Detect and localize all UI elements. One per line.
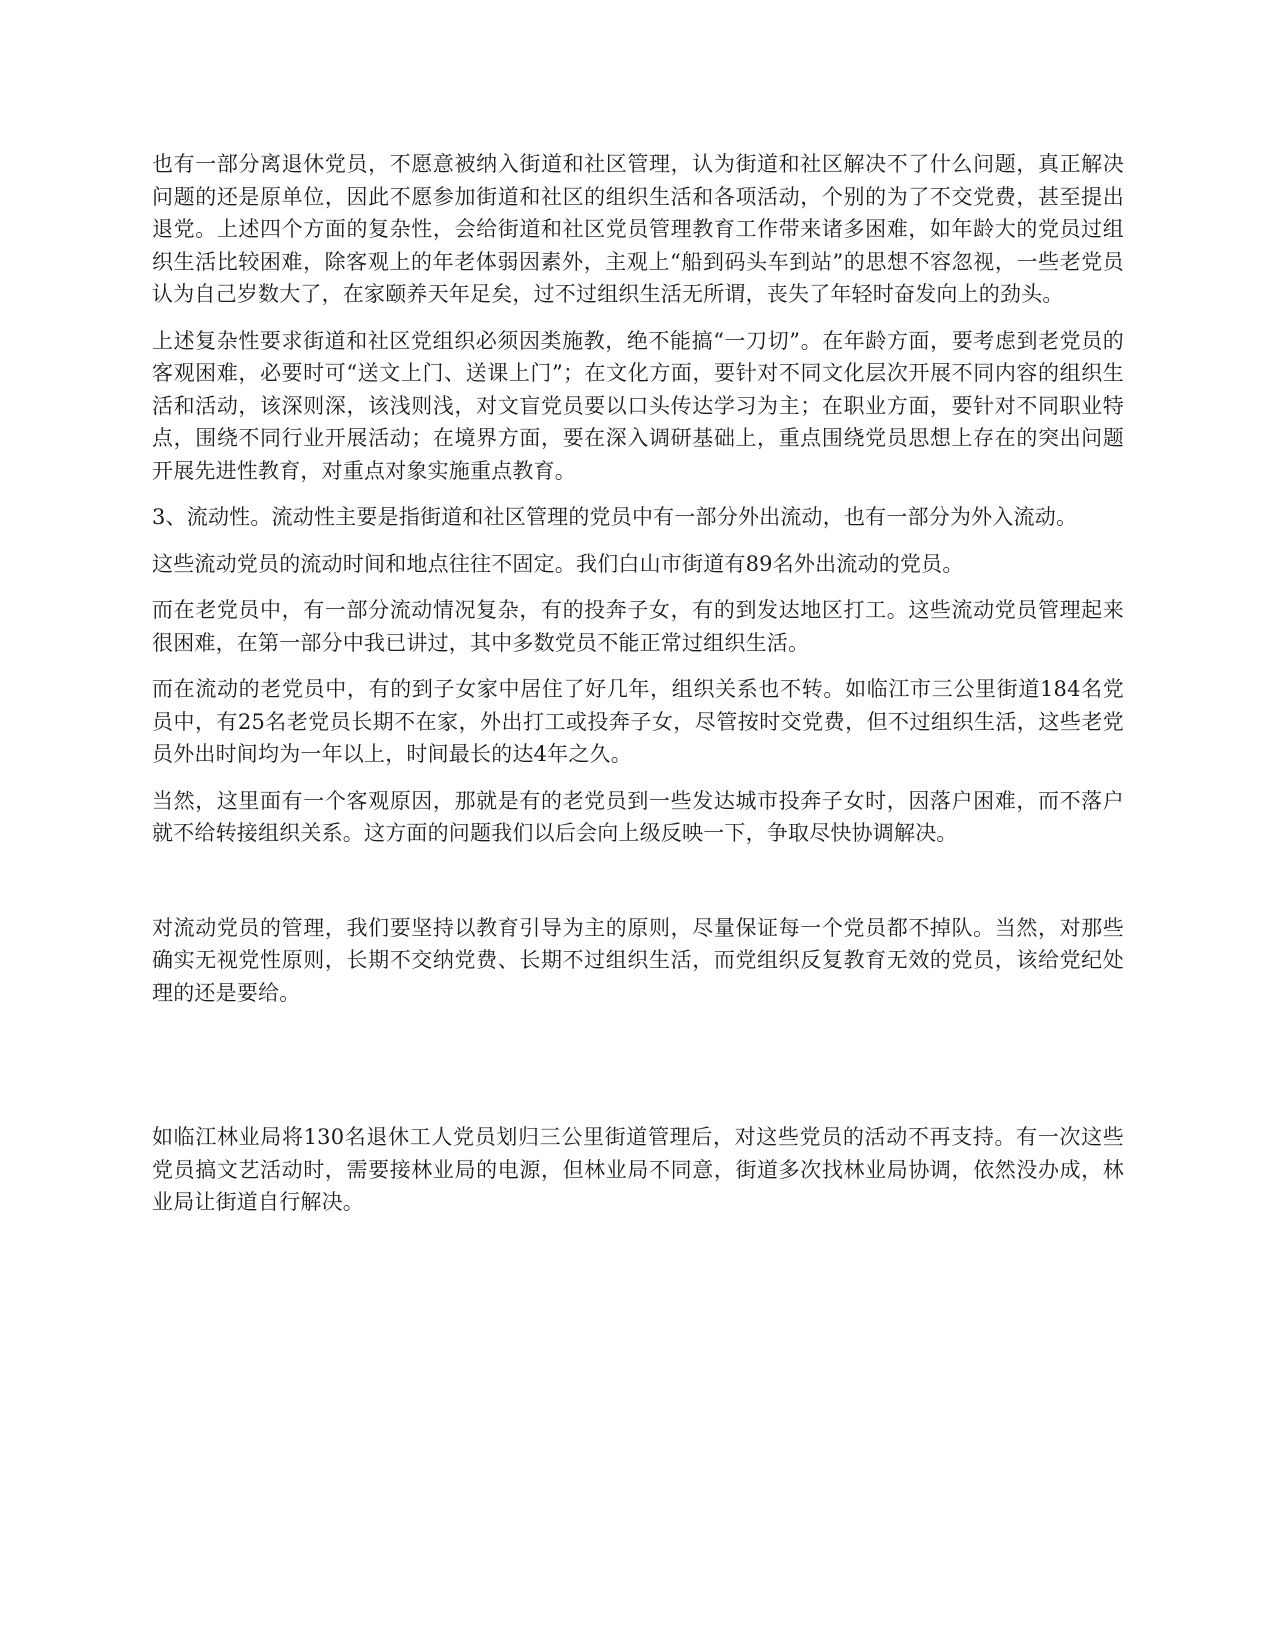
paragraph-forestry-bureau-example: 如临江林业局将130名退休工人党员划归三公里街道管理后，对这些党员的活动不再支持。有一次这些党员搞文艺活动时，需要接林业局的电源，但林业局不同意，街道多次找林业局协调，依然没办成，林业局让街道自行解决。 — [152, 1125, 1124, 1214]
paragraph-retired-members: 也有一部分离退休党员，不愿意被纳入街道和社区管理，认为街道和社区解决不了什么问题，真正解决问题的还是原单位，因此不愿参加街道和社区的组织生活和各项活动，个别的为了不交党费，甚至提出退党。上述四个方面的复杂性，会给街道和社区党员管理教育工作带来诸多困难，如年龄大的党员过组织生活比较困难，除客观上的年老体弱因素外，主观上“船到码头车到站”的思想不容忽视，一些老党员认为自己岁数大了，在家颐养天年足矣，过不过组织生活无所谓，丧失了年轻时奋发向上的劲头。 — [152, 152, 1124, 306]
document-body — [152, 148, 1124, 1233]
paragraph-linjiang-example: 而在流动的老党员中，有的到子女家中居住了好几年，组织关系也不转。如临江市三公里街道184名党员中，有25名老党员长期不在家，外出打工或投奔子女，尽管按时交党费，但不过组织生活，这些老党员外出时间均为一年以上，时间最长的达4年之久。 — [152, 677, 1124, 766]
paragraph-management-principle: 对流动党员的管理，我们要坚持以教育引导为主的原则，尽量保证每一个党员都不掉队。当然，对那些确实无视党性原则，长期不交纳党费、长期不过组织生活，而党组织反复教育无效的党员，该给党纪处理的还是要给。 — [152, 915, 1124, 1005]
paragraph-objective-reason: 当然，这里面有一个客观原因，那就是有的老党员到一些发达城市投奔子女时，因落户困难，而不落户就不给转接组织关系。这方面的问题我们以后会向上级反映一下，争取尽快协调解决。 — [152, 788, 1124, 845]
paragraph-mobility-count: 这些流动党员的流动时间和地点往往不固定。我们白山市街道有89名外出流动的党员。 — [152, 551, 964, 576]
paragraph-complexity-requirements: 上述复杂性要求街道和社区党组织必须因类施教，绝不能搞“一刀切”。在年龄方面，要考虑到老党员的客观困难，必要时可“送文上门、送课上门”；在文化方面，要针对不同文化层次开展不同内容的组织生活和活动，该深则深，该浅则浅，对文盲党员要以口头传达学习为主；在职业方面，要针对不同职业特点，围绕不同行业开展活动；在境界方面，要在深入调研基础上，重点围绕党员思想上存在的突出问题开展先进性教育，对重点对象实施重点教育。 — [152, 328, 1124, 483]
paragraph-elderly-mobility: 而在老党员中，有一部分流动情况复杂，有的投奔子女，有的到发达地区打工。这些流动党员管理起来很困难，在第一部分中我已讲过，其中多数党员不能正常过组织生活。 — [152, 598, 1124, 655]
paragraph-mobility-heading: 3、流动性。流动性主要是指街道和社区管理的党员中有一部分外出流动，也有一部分为外入流动。 — [152, 505, 1078, 529]
